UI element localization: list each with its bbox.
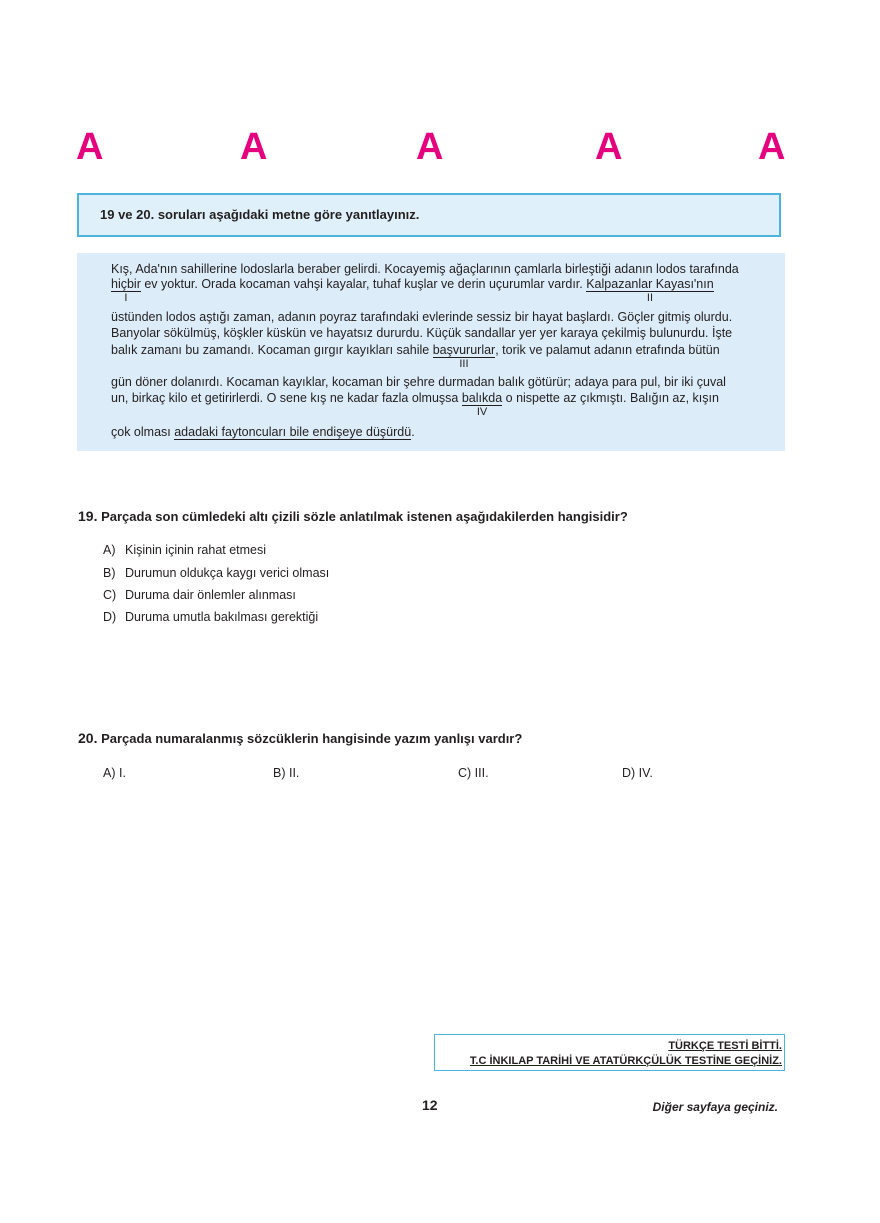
underlined-word-III: başvururlar III (432, 343, 496, 370)
numeral-label: IV (476, 406, 488, 418)
reading-passage (77, 253, 785, 451)
q20-option-c[interactable]: C) III. (458, 766, 489, 780)
test-end-box (434, 1034, 785, 1071)
underlined-word-II: Kalpazanlar Kayası'nın II (586, 277, 714, 304)
numeral-label: I (124, 292, 128, 304)
q20-option-d[interactable]: D) IV. (622, 766, 653, 780)
next-test-line: T.C İNKILAP TARİHİ VE ATATÜRKÇÜLÜK TESTİNE GEÇİNİZ. (469, 1055, 782, 1067)
q20-option-b[interactable]: B) II. (273, 766, 300, 780)
numeral-label: III (459, 358, 469, 370)
passage-line: gün döner dolanırdı. Kocaman kayıklar, kocaman bir şehre durmadan balık götürür; adaya para pul, bir iki çuval (111, 375, 726, 389)
question-20-stem: 20. Parçada numaralanmış sözcüklerin hangisinde yazım yanlışı vardır? (78, 730, 523, 746)
passage-line: hiçbir I ev yoktur. Orada kocaman vahşi kayalar, tuhaf kuşlar ve derin uçurumlar vardır. Kalpazanlar Kayası'nın II (111, 277, 714, 304)
underlined-phrase: adadaki faytoncuları bile endişeye düşürdü (174, 425, 412, 439)
booklet-letter: A (240, 126, 268, 168)
underlined-word-I: hiçbir I (111, 277, 141, 304)
booklet-letter: A (758, 126, 786, 168)
q19-option-b[interactable]: B) Durumun oldukça kaygı verici olması (103, 566, 330, 580)
instruction-text: 19 ve 20. soruları aşağıdaki metne göre yanıtlayınız. (100, 207, 420, 222)
passage-line: balık zamanı bu zamandı. Kocaman gırgır kayıkları sahile başvururlar III , torik ve palamut adanın etrafında bütün (111, 343, 720, 370)
page-number: 12 (422, 1097, 438, 1113)
underlined-word-IV: balıkda IV (461, 391, 503, 418)
question-19-stem: 19. Parçada son cümledeki altı çizili sözle anlatılmak istenen aşağıdakilerden hangisidir? (78, 508, 628, 524)
booklet-letters (76, 124, 788, 170)
numeral-label: II (646, 292, 654, 304)
q19-option-c[interactable]: C) Duruma dair önlemler alınması (103, 588, 296, 602)
q20-option-a[interactable]: A) I. (103, 766, 126, 780)
booklet-letter: A (76, 126, 104, 168)
test-end-line: TÜRKÇE TESTİ BİTTİ. (668, 1040, 782, 1052)
passage-line: çok olması adadaki faytoncuları bile endişeye düşürdü. (111, 425, 415, 439)
booklet-letter: A (595, 126, 623, 168)
passage-line: üstünden lodos aştığı zaman, adanın poyraz tarafındaki evlerinde sessiz bir hayat başlardı. Göçler gitmiş olurdu. (111, 310, 733, 324)
q19-option-d[interactable]: D) Duruma umutla bakılması gerektiği (103, 610, 319, 624)
booklet-letter: A (416, 126, 444, 168)
passage-line: Kış, Ada'nın sahillerine lodoslarla beraber gelirdi. Kocayemiş ağaçlarının çamlarla birleştiği adanın lodos tarafında (111, 262, 739, 276)
passage-line: un, birkaç kilo et getirirlerdi. O sene kış ne kadar fazla olmuşsa balıkda IV o nispette az çıkmıştı. Balığın az, kışın (111, 391, 719, 418)
next-page-note: Diğer sayfaya geçiniz. (652, 1100, 778, 1114)
passage-line: Banyolar sökülmüş, köşkler küskün ve hayatsız dururdu. Küçük sandallar yer yer karaya çekilmiş bulunurdu. İşte (111, 326, 733, 340)
q19-option-a[interactable]: A) Kişinin içinin rahat etmesi (103, 543, 267, 557)
instruction-box (77, 193, 781, 237)
